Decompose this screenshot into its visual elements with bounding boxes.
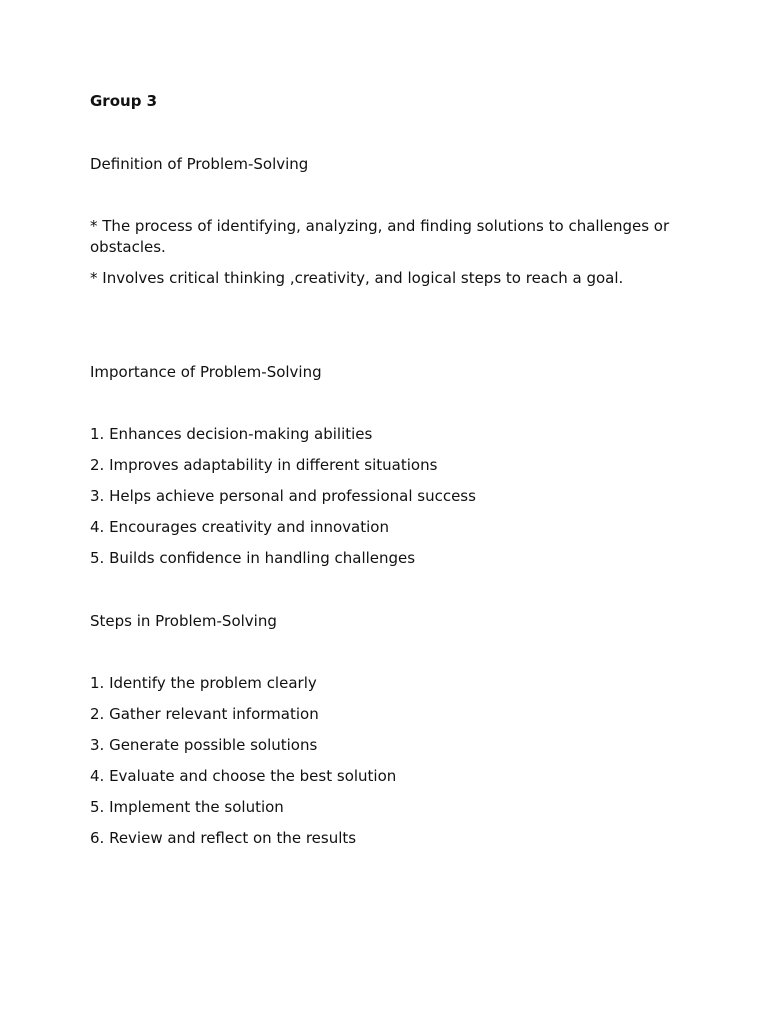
importance-item-4: 4. Encourages creativity and innovation [90, 518, 389, 536]
definition-heading: Definition of Problem-Solving [90, 155, 309, 173]
steps-item-1: 1. Identify the problem clearly [90, 674, 317, 692]
steps-item-5: 5. Implement the solution [90, 798, 284, 816]
group-title: Group 3 [90, 92, 158, 110]
steps-heading: Steps in Problem-Solving [90, 612, 277, 630]
definition-bullet-2: * Involves critical thinking ,creativity, and logical steps to reach a goal. [90, 269, 624, 287]
definition-bullet-1: * The process of identifying, analyzing, and finding solutions to challenges or obstacles. [90, 217, 670, 256]
steps-item-4: 4. Evaluate and choose the best solution [90, 767, 397, 785]
importance-item-2: 2. Improves adaptability in different situations [90, 456, 438, 474]
importance-item-5: 5. Builds confidence in handling challenges [90, 549, 416, 567]
importance-item-1: 1. Enhances decision-making abilities [90, 425, 373, 443]
importance-heading: Importance of Problem-Solving [90, 363, 322, 381]
importance-item-3: 3. Helps achieve personal and professional success [90, 487, 476, 505]
steps-item-3: 3. Generate possible solutions [90, 736, 318, 754]
steps-item-2: 2. Gather relevant information [90, 705, 319, 723]
steps-item-6: 6. Review and reflect on the results [90, 829, 357, 847]
